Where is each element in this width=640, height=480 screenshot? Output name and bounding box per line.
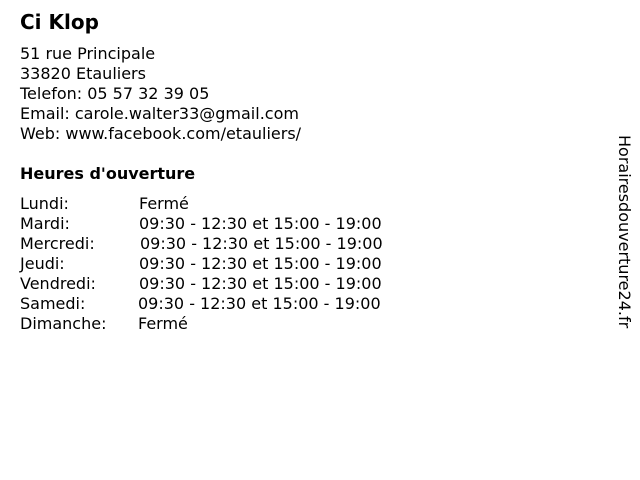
time-value: 09:30 - 12:30 et 15:00 - 19:00 xyxy=(139,214,382,233)
hours-row-dimanche xyxy=(20,314,440,334)
day-label: Mercredi: xyxy=(20,234,95,253)
hours-row-mardi xyxy=(20,214,440,234)
web-line: Web: www.facebook.com/etauliers/ xyxy=(20,124,302,143)
hours-row-vendredi xyxy=(20,274,440,294)
day-label: Lundi: xyxy=(20,194,69,213)
time-value: 09:30 - 12:30 et 15:00 - 19:00 xyxy=(138,294,381,313)
hours-row-lundi xyxy=(20,194,440,214)
street-address: 51 rue Principale xyxy=(20,44,156,63)
hours-heading: Heures d'ouverture xyxy=(20,164,196,183)
day-label: Vendredi: xyxy=(20,274,96,293)
hours-row-jeudi xyxy=(20,254,440,274)
day-label: Jeudi: xyxy=(20,254,65,273)
hours-row-samedi xyxy=(20,294,440,314)
day-label: Dimanche: xyxy=(20,314,107,333)
time-value: Fermé xyxy=(138,314,188,333)
time-value: 09:30 - 12:30 et 15:00 - 19:00 xyxy=(140,234,383,253)
day-label: Samedi: xyxy=(20,294,86,313)
time-value: Fermé xyxy=(139,194,189,213)
phone-line: Telefon: 05 57 32 39 05 xyxy=(20,84,210,103)
business-name: Ci Klop xyxy=(20,10,99,34)
time-value: 09:30 - 12:30 et 15:00 - 19:00 xyxy=(139,274,382,293)
time-value: 09:30 - 12:30 et 15:00 - 19:00 xyxy=(139,254,382,273)
contact-block xyxy=(20,44,301,144)
email-line: Email: carole.walter33@gmail.com xyxy=(20,104,299,123)
day-label: Mardi: xyxy=(20,214,70,233)
site-watermark: Horairesdouverture24.fr xyxy=(615,135,634,329)
city-address: 33820 Etauliers xyxy=(20,64,146,83)
hours-table xyxy=(20,194,440,334)
hours-row-mercredi xyxy=(20,234,440,254)
